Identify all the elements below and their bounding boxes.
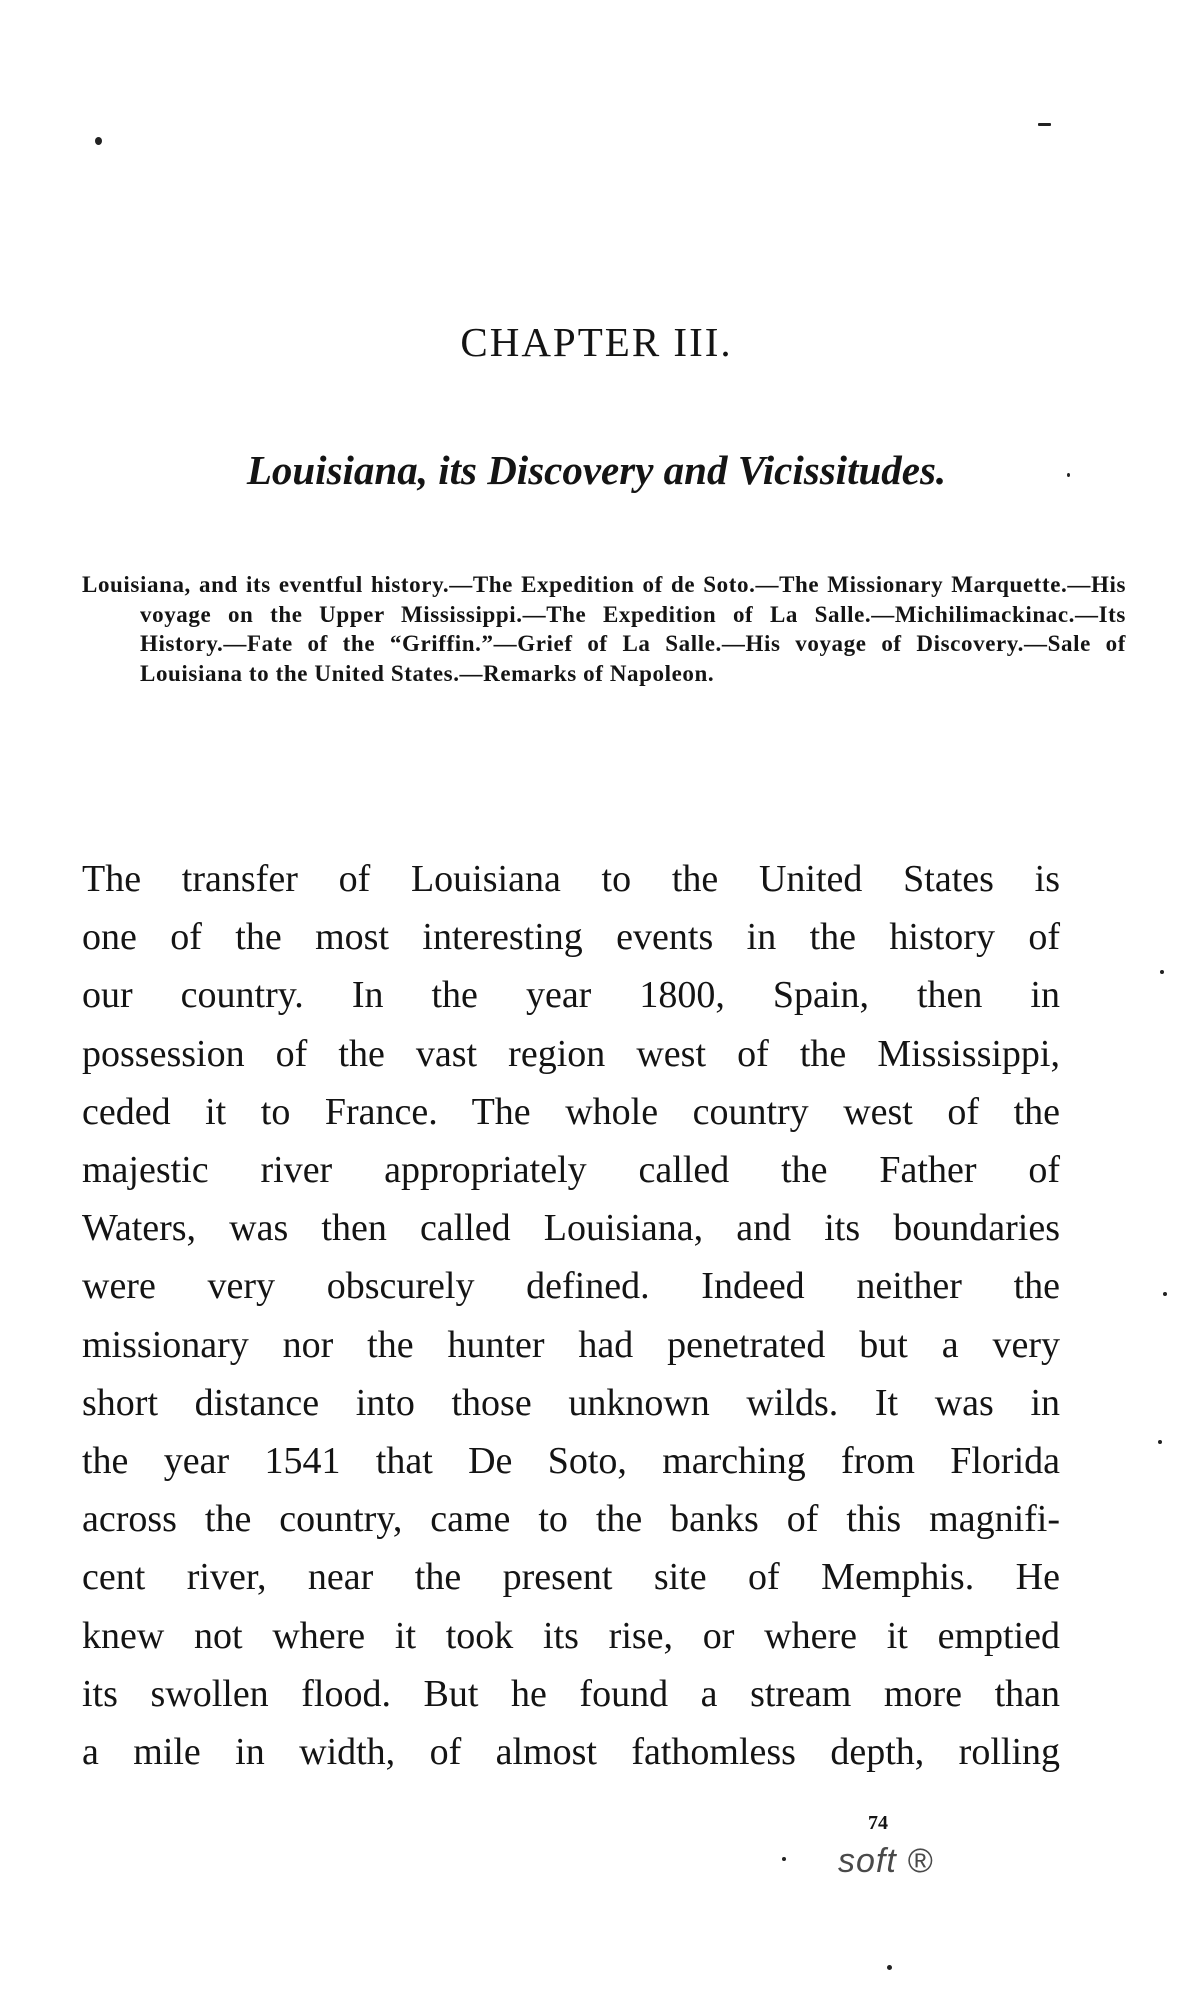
chapter-title: CHAPTER III.	[460, 319, 733, 365]
scan-speck	[95, 137, 102, 145]
body-line: our country. In the year 1800, Spain, then in	[82, 974, 1060, 1017]
body-line: across the country, came to the banks of this magnifi-	[82, 1498, 1060, 1541]
scan-speck	[1163, 1292, 1167, 1296]
body-line: its swollen flood. But he found a stream more than	[82, 1672, 1060, 1715]
body-paragraph	[82, 850, 1060, 1781]
body-line: majestic river appropriately called the Father of	[82, 1149, 1060, 1192]
chapter-subtitle: Louisiana, its Discovery and Vicissitudes.	[246, 447, 947, 493]
body-line: knew not where it took its rise, or where it emptied	[82, 1614, 1060, 1657]
body-line: the year 1541 that De Soto, marching from Florida	[82, 1440, 1060, 1483]
body-line: were very obscurely defined. Indeed neither the	[82, 1265, 1060, 1308]
scan-speck	[1160, 970, 1164, 974]
body-line: possession of the vast region west of the Mississippi,	[82, 1032, 1060, 1075]
body-line: cent river, near the present site of Memphis. He	[82, 1556, 1060, 1599]
body-line: The transfer of Louisiana to the United States is	[82, 858, 1060, 900]
body-line: a mile in width, of almost fathomless depth, rolling	[82, 1731, 1060, 1774]
scan-speck	[782, 1857, 786, 1861]
scan-speck	[887, 1965, 892, 1970]
chapter-synopsis: Louisiana, and its eventful history.—The Expedition of de Soto.—The Missionary Marquette.—His voyage on the Upper Mississippi.—The Expedition of La Salle.—Michilimackinac.—Its History.—Fate of the “Griffin.”—Grief of La Salle.—His voyage of Discovery.—Sale of Louisiana to the United States.—Remarks of Napoleon.	[82, 572, 1126, 686]
body-line: one of the most interesting events in the history of	[82, 916, 1060, 959]
body-line: Waters, was then called Louisiana, and its boundaries	[82, 1207, 1060, 1250]
body-line: missionary nor the hunter had penetrated but a very	[82, 1323, 1060, 1366]
body-line: ceded it to France. The whole country west of the	[82, 1090, 1060, 1133]
watermark: soft ®	[838, 1842, 934, 1880]
page-number: 74	[868, 1812, 888, 1834]
scan-speck	[1038, 123, 1051, 126]
scan-speck	[1158, 1440, 1162, 1444]
body-line: short distance into those unknown wilds. It was in	[82, 1381, 1060, 1424]
